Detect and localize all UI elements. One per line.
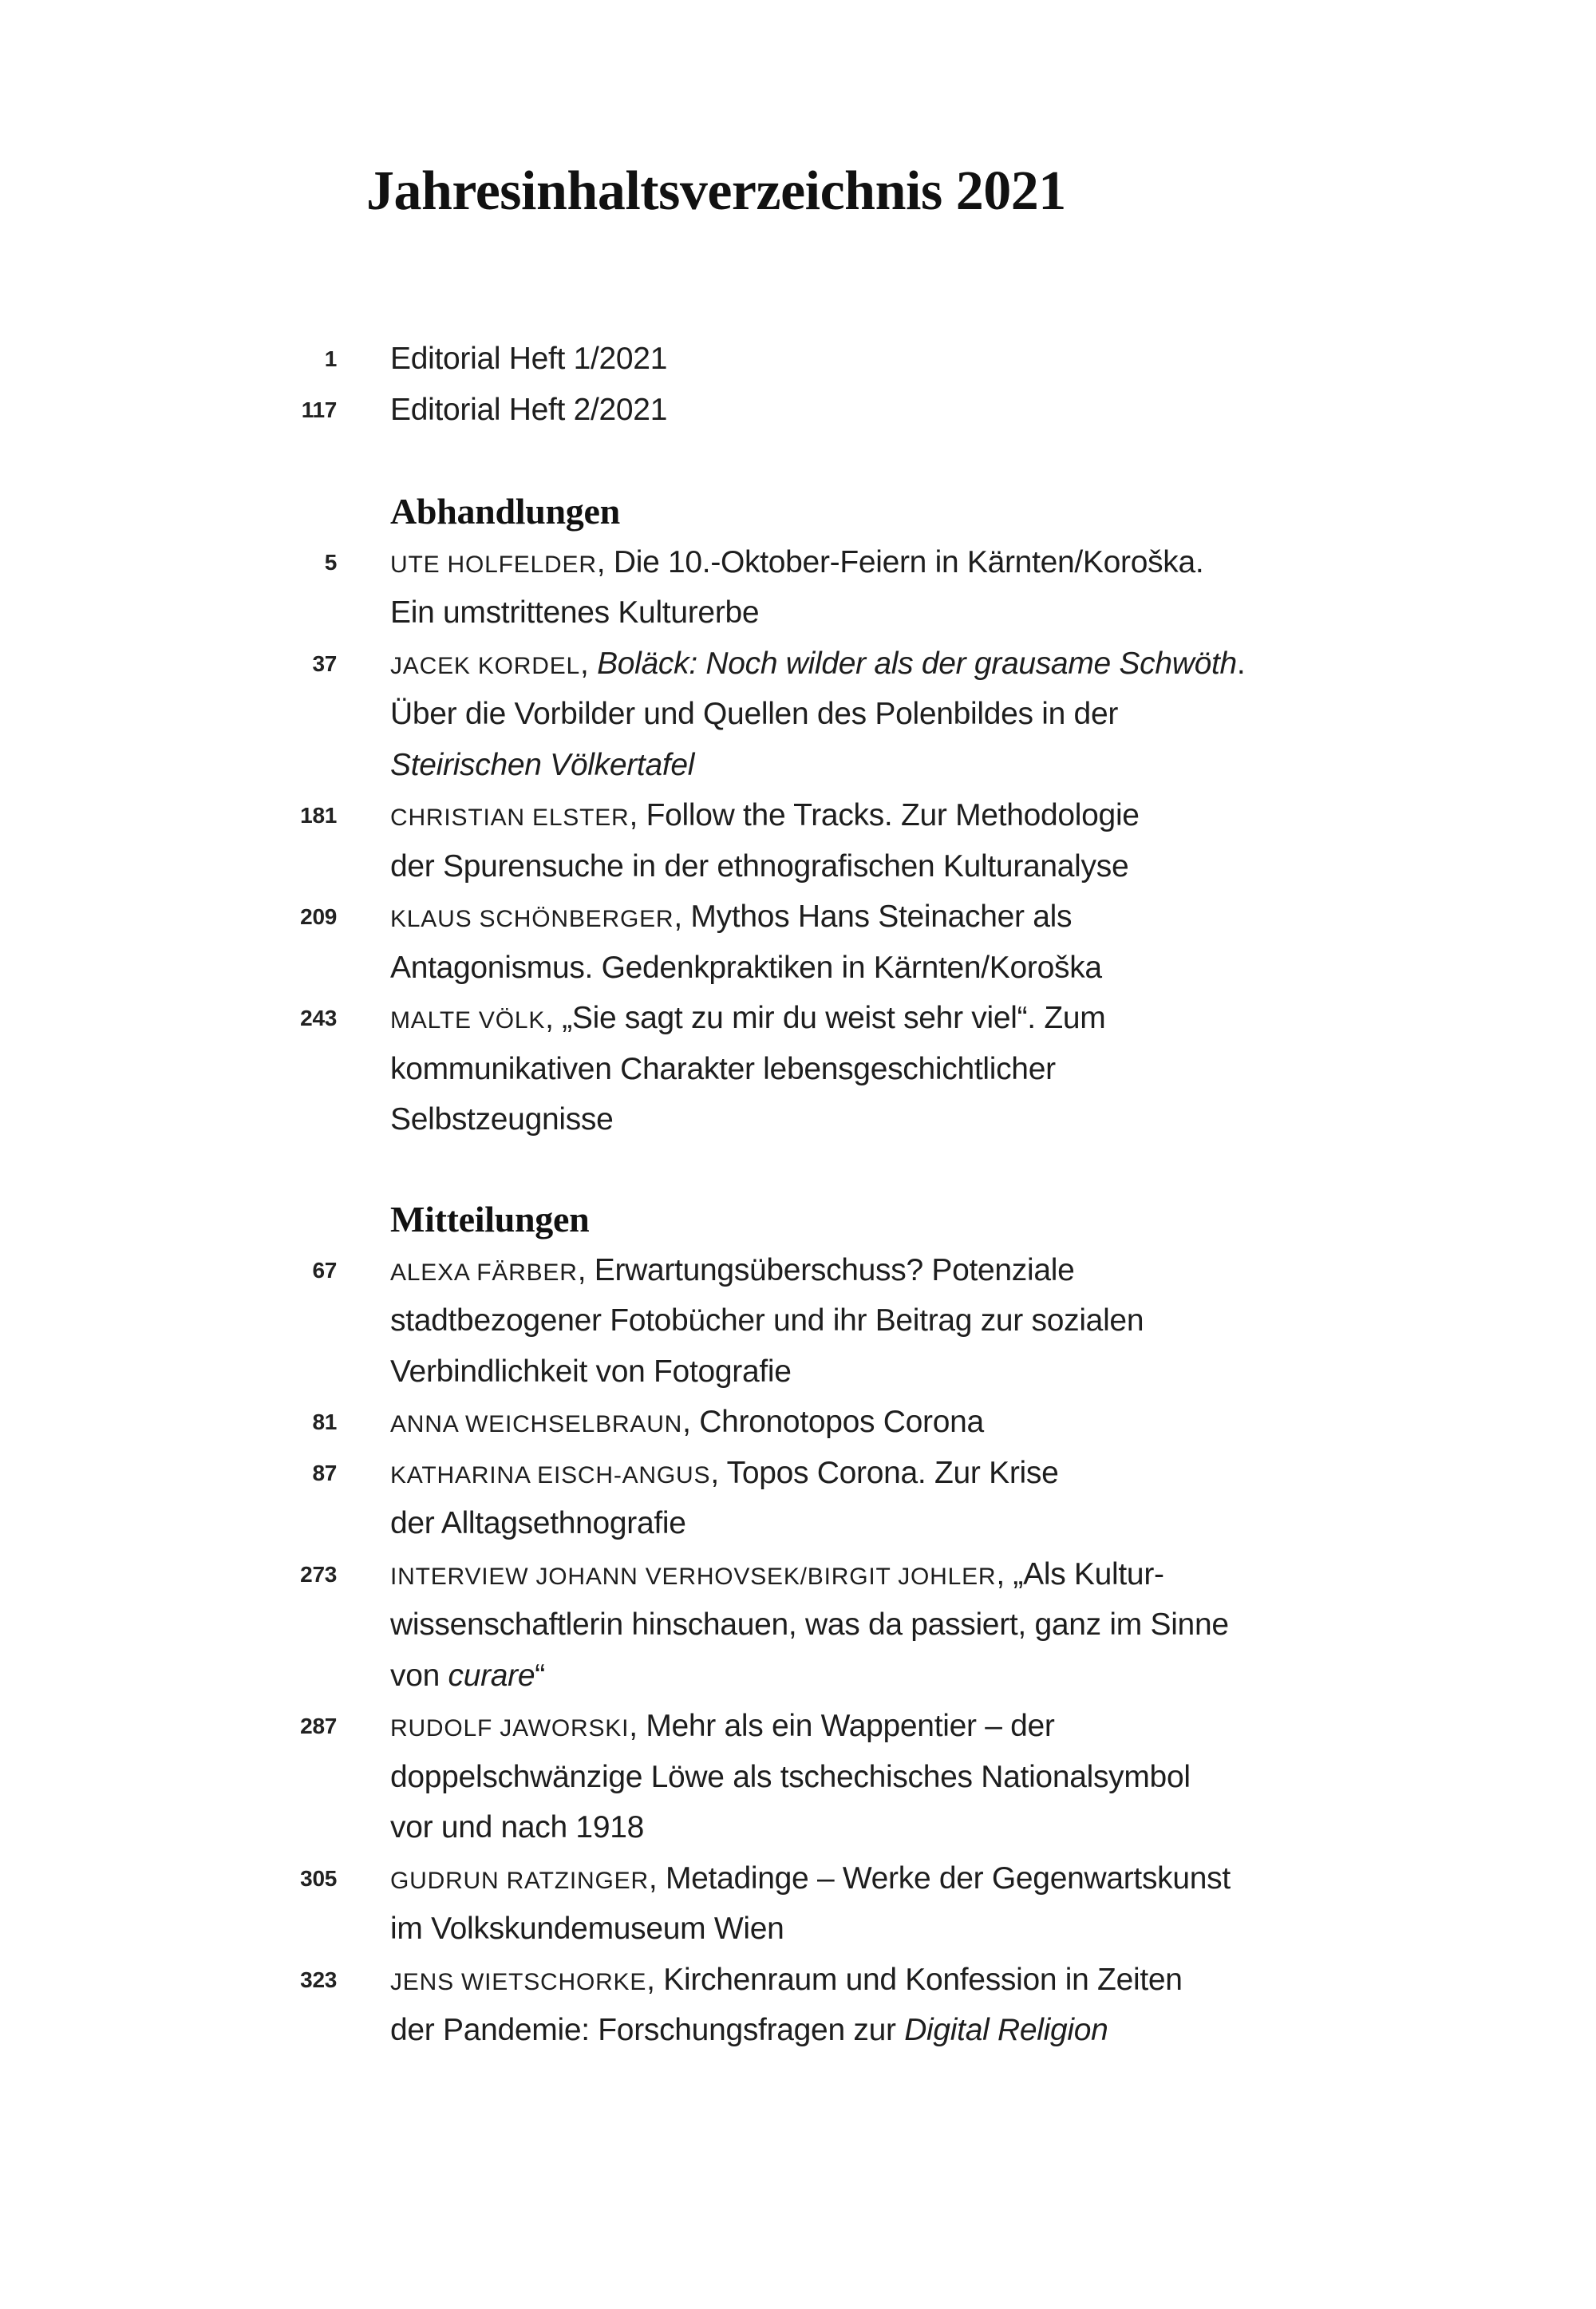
author-name: UTE HOLFELDER bbox=[390, 551, 597, 578]
entry-text bbox=[390, 1448, 1058, 1501]
author-name: RUDOLF JAWORSKI bbox=[390, 1715, 630, 1742]
entry-text bbox=[390, 639, 1245, 692]
toc-entry bbox=[0, 1853, 1596, 1955]
title-text: , Kirchenraum und Konfession in Zeiten bbox=[646, 1962, 1183, 1997]
entry-text bbox=[390, 537, 1203, 591]
toc-entry-line bbox=[0, 2005, 1596, 2056]
page-number: 5 bbox=[324, 549, 337, 575]
entry-text bbox=[390, 790, 1140, 844]
page-number: 273 bbox=[300, 1561, 337, 1587]
entry-text bbox=[390, 587, 759, 639]
title-text: . bbox=[1236, 646, 1246, 681]
editorial-list bbox=[0, 334, 1596, 435]
title-text: vor und nach 1918 bbox=[390, 1810, 644, 1844]
title-text: von bbox=[390, 1658, 448, 1693]
section-heading: Mitteilungen bbox=[390, 1199, 590, 1240]
author-name: ANNA WEICHSELBRAUN bbox=[390, 1411, 683, 1437]
toc-entry-line bbox=[0, 1346, 1596, 1398]
title-text: Über die Vorbilder und Quellen des Polenbildes in der bbox=[390, 697, 1119, 731]
entry-text bbox=[390, 1498, 686, 1549]
page-number: 67 bbox=[312, 1257, 337, 1283]
entry-text bbox=[390, 1904, 784, 1955]
entry-text bbox=[390, 334, 667, 385]
toc-entry-line bbox=[0, 790, 1596, 841]
toc-entry-line bbox=[0, 689, 1596, 740]
title-text: , Mehr als ein Wappentier – der bbox=[629, 1709, 1055, 1743]
page-number: 305 bbox=[300, 1865, 337, 1891]
entry-text bbox=[390, 689, 1118, 740]
toc-entry-line bbox=[0, 1955, 1596, 2006]
entry-text bbox=[390, 1397, 984, 1450]
title-text: der Alltagsethnografie bbox=[390, 1506, 686, 1540]
toc-entry bbox=[0, 639, 1596, 791]
entry-text bbox=[390, 1295, 1144, 1346]
toc-entry-line bbox=[0, 993, 1596, 1044]
toc-entry bbox=[0, 1448, 1596, 1549]
author-name: KATHARINA EISCH-ANGUS bbox=[390, 1461, 711, 1489]
page-number: 1 bbox=[324, 346, 337, 371]
entry-text bbox=[390, 1752, 1191, 1803]
entry-text bbox=[390, 740, 694, 791]
title-text: doppelschwänzige Löwe als tschechisches Nationalsymbol bbox=[390, 1759, 1191, 1794]
entry-text bbox=[390, 1651, 545, 1702]
toc-entry bbox=[0, 334, 1596, 385]
title-text: stadtbezogener Fotobücher und ihr Beitrag zur sozialen bbox=[390, 1303, 1144, 1338]
italic-title: Digital Religion bbox=[904, 2013, 1108, 2047]
toc-entry-line bbox=[0, 1651, 1596, 1702]
entry-text bbox=[390, 385, 667, 436]
page-title: Jahresinhaltsverzeichnis 2021 bbox=[366, 160, 1066, 222]
toc-entry-line bbox=[0, 1853, 1596, 1904]
entry-text bbox=[390, 1094, 614, 1145]
page-number: 287 bbox=[300, 1714, 337, 1738]
entry-text bbox=[390, 993, 1105, 1046]
toc-entry-line bbox=[0, 639, 1596, 690]
page-number: 323 bbox=[300, 1967, 337, 1992]
title-text: Antagonismus. Gedenkpraktiken in Kärnten/Koroška bbox=[390, 950, 1102, 985]
toc-entry-line bbox=[0, 1245, 1596, 1296]
entry-text bbox=[390, 943, 1102, 994]
toc-entry-line bbox=[0, 1802, 1596, 1853]
toc-entry-line bbox=[0, 385, 1596, 436]
entry-text bbox=[390, 1802, 644, 1853]
entry-text bbox=[390, 1955, 1183, 2008]
author-name: JACEK KORDEL bbox=[390, 652, 580, 679]
author-name: KLAUS SCHÖNBERGER bbox=[390, 906, 674, 932]
page-number: 37 bbox=[312, 650, 337, 676]
entry-text bbox=[390, 1245, 1075, 1299]
author-name: GUDRUN RATZINGER bbox=[390, 1867, 649, 1894]
toc-entry-line bbox=[0, 943, 1596, 994]
toc-entry bbox=[0, 1955, 1596, 2056]
page-number: 87 bbox=[312, 1460, 337, 1485]
entry-text bbox=[390, 1346, 792, 1398]
entry-text bbox=[390, 1044, 1056, 1095]
italic-title: curare bbox=[448, 1658, 535, 1693]
title-text: kommunikativen Charakter lebensgeschichtlicher bbox=[390, 1051, 1056, 1086]
toc-entry-line bbox=[0, 1701, 1596, 1752]
title-text: , Follow the Tracks. Zur Methodologie bbox=[629, 798, 1140, 832]
toc-entry-line bbox=[0, 1044, 1596, 1095]
page-number: 243 bbox=[300, 1006, 337, 1030]
toc-entry-line bbox=[0, 740, 1596, 791]
title-text: , „Sie sagt zu mir du weist sehr viel“. Zum bbox=[545, 1001, 1106, 1035]
page-number: 181 bbox=[300, 803, 337, 828]
author-name: INTERVIEW JOHANN VERHOVSEK/BIRGIT JOHLER bbox=[390, 1563, 997, 1590]
italic-title: Boläck: Noch wilder als der grausame Schwöth bbox=[597, 646, 1237, 681]
title-text: Editorial Heft 2/2021 bbox=[390, 392, 668, 427]
toc-entry bbox=[0, 537, 1596, 639]
title-text: Verbindlichkeit von Fotografie bbox=[390, 1354, 792, 1389]
entry-text bbox=[390, 1853, 1231, 1907]
section-mitteilungen bbox=[0, 1194, 1596, 2056]
entry-text bbox=[390, 1599, 1229, 1651]
title-text: “ bbox=[535, 1658, 545, 1693]
entry-text bbox=[390, 2005, 1108, 2056]
title-text: , „Als Kultur- bbox=[996, 1556, 1164, 1591]
toc-entry bbox=[0, 892, 1596, 993]
toc-entry-line bbox=[0, 892, 1596, 943]
title-text: , bbox=[580, 646, 598, 681]
title-text: wissenschaftlerin hinschauen, was da passiert, ganz im Sinne bbox=[390, 1607, 1229, 1642]
entry-text bbox=[390, 841, 1128, 892]
title-text: , Metadinge – Werke der Gegenwartskunst bbox=[648, 1860, 1231, 1896]
toc-entry-line bbox=[0, 1094, 1596, 1145]
toc-entry-line bbox=[0, 1549, 1596, 1600]
toc-entry-line bbox=[0, 1752, 1596, 1803]
toc-entry-line bbox=[0, 841, 1596, 892]
toc-entry-line bbox=[0, 1448, 1596, 1499]
toc-entry bbox=[0, 993, 1596, 1145]
toc-entry-line bbox=[0, 1498, 1596, 1549]
toc-entry bbox=[0, 1245, 1596, 1398]
page-number: 81 bbox=[312, 1410, 337, 1434]
title-text: Selbstzeugnisse bbox=[390, 1102, 614, 1137]
toc-entry-line bbox=[0, 1295, 1596, 1346]
title-text: im Volkskundemuseum Wien bbox=[390, 1912, 784, 1946]
title-text: , Chronotopos Corona bbox=[682, 1405, 984, 1439]
toc-entry-line bbox=[0, 537, 1596, 588]
section-abhandlungen bbox=[0, 486, 1596, 1145]
title-text: Editorial Heft 1/2021 bbox=[390, 342, 668, 376]
toc-entry-line bbox=[0, 1599, 1596, 1651]
author-name: ALEXA FÄRBER bbox=[390, 1259, 578, 1286]
toc-entry bbox=[0, 1549, 1596, 1702]
section-heading: Abhandlungen bbox=[390, 491, 620, 532]
page-number: 117 bbox=[301, 397, 337, 422]
title-text: der Pandemie: Forschungsfragen zur bbox=[390, 2013, 905, 2047]
title-text: , Erwartungsüberschuss? Potenziale bbox=[577, 1252, 1075, 1287]
toc-entry-line bbox=[0, 1904, 1596, 1955]
toc-entry bbox=[0, 790, 1596, 892]
toc-entry bbox=[0, 1397, 1596, 1448]
author-name: MALTE VÖLK bbox=[390, 1007, 546, 1034]
title-text: , Die 10.-Oktober-Feiern in Kärnten/Koroška. bbox=[596, 544, 1204, 579]
toc-entry-line bbox=[0, 1397, 1596, 1448]
title-text: der Spurensuche in der ethnografischen Kulturanalyse bbox=[390, 848, 1129, 884]
title-text: , Topos Corona. Zur Krise bbox=[710, 1455, 1059, 1490]
entry-text bbox=[390, 1549, 1164, 1603]
page-number: 209 bbox=[300, 904, 337, 929]
title-text: Ein umstrittenes Kulturerbe bbox=[390, 595, 760, 630]
italic-title: Steirischen Völkertafel bbox=[390, 747, 695, 782]
entry-text bbox=[390, 892, 1072, 945]
toc-entry bbox=[0, 1701, 1596, 1853]
author-name: JENS WIETSCHORKE bbox=[390, 1968, 647, 1995]
author-name: CHRISTIAN ELSTER bbox=[390, 805, 630, 831]
title-text: , Mythos Hans Steinacher als bbox=[674, 899, 1073, 934]
toc-entry-line bbox=[0, 334, 1596, 385]
entry-text bbox=[390, 1701, 1055, 1754]
toc-entry-line bbox=[0, 587, 1596, 639]
toc-entry bbox=[0, 385, 1596, 436]
